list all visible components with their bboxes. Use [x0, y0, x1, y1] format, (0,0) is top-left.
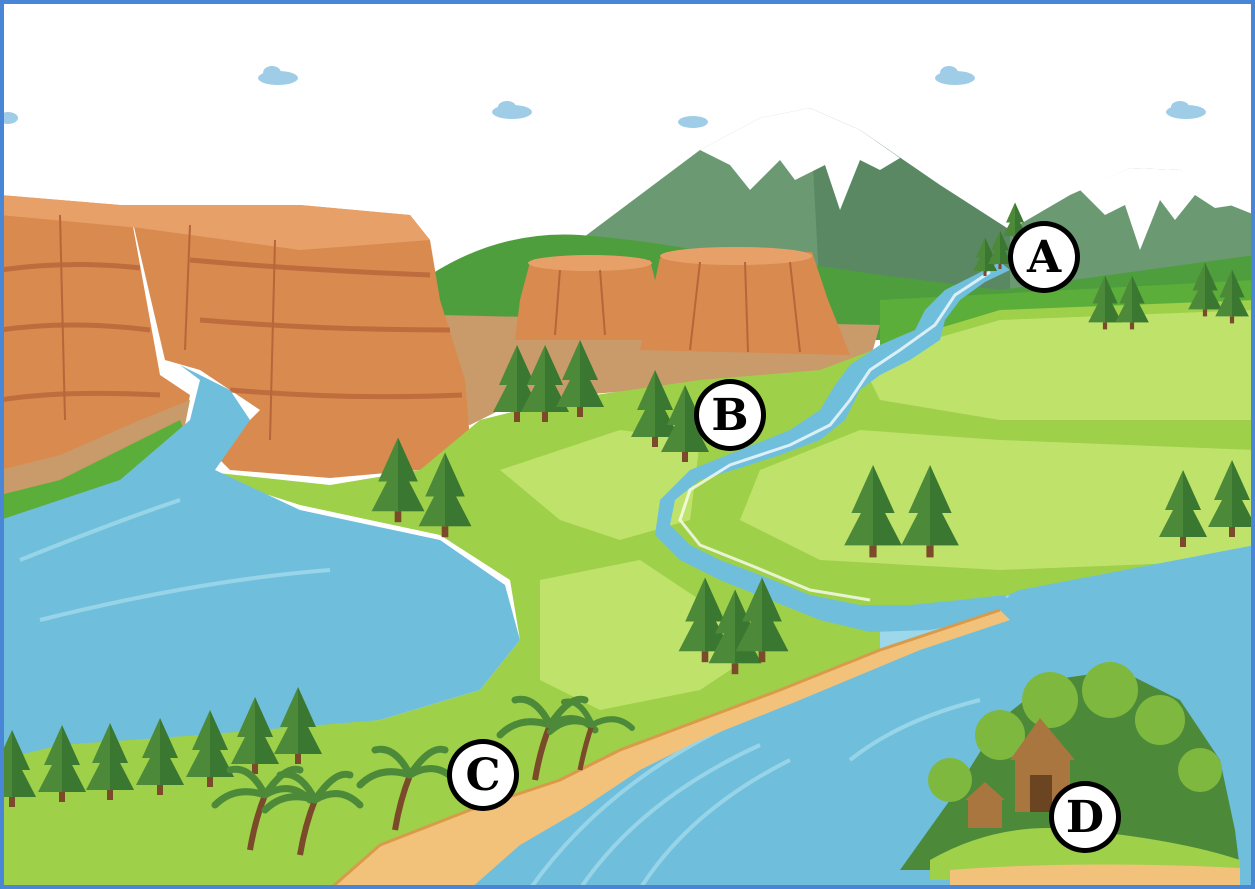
marker-a-label: A	[1026, 232, 1062, 283]
marker-c	[447, 739, 519, 811]
marker-a	[1008, 221, 1080, 293]
marker-c-label: C	[465, 750, 501, 801]
marker-b-label: B	[711, 390, 749, 441]
marker-b	[694, 379, 766, 451]
marker-d-label: D	[1065, 792, 1105, 843]
marker-d	[1049, 781, 1121, 853]
